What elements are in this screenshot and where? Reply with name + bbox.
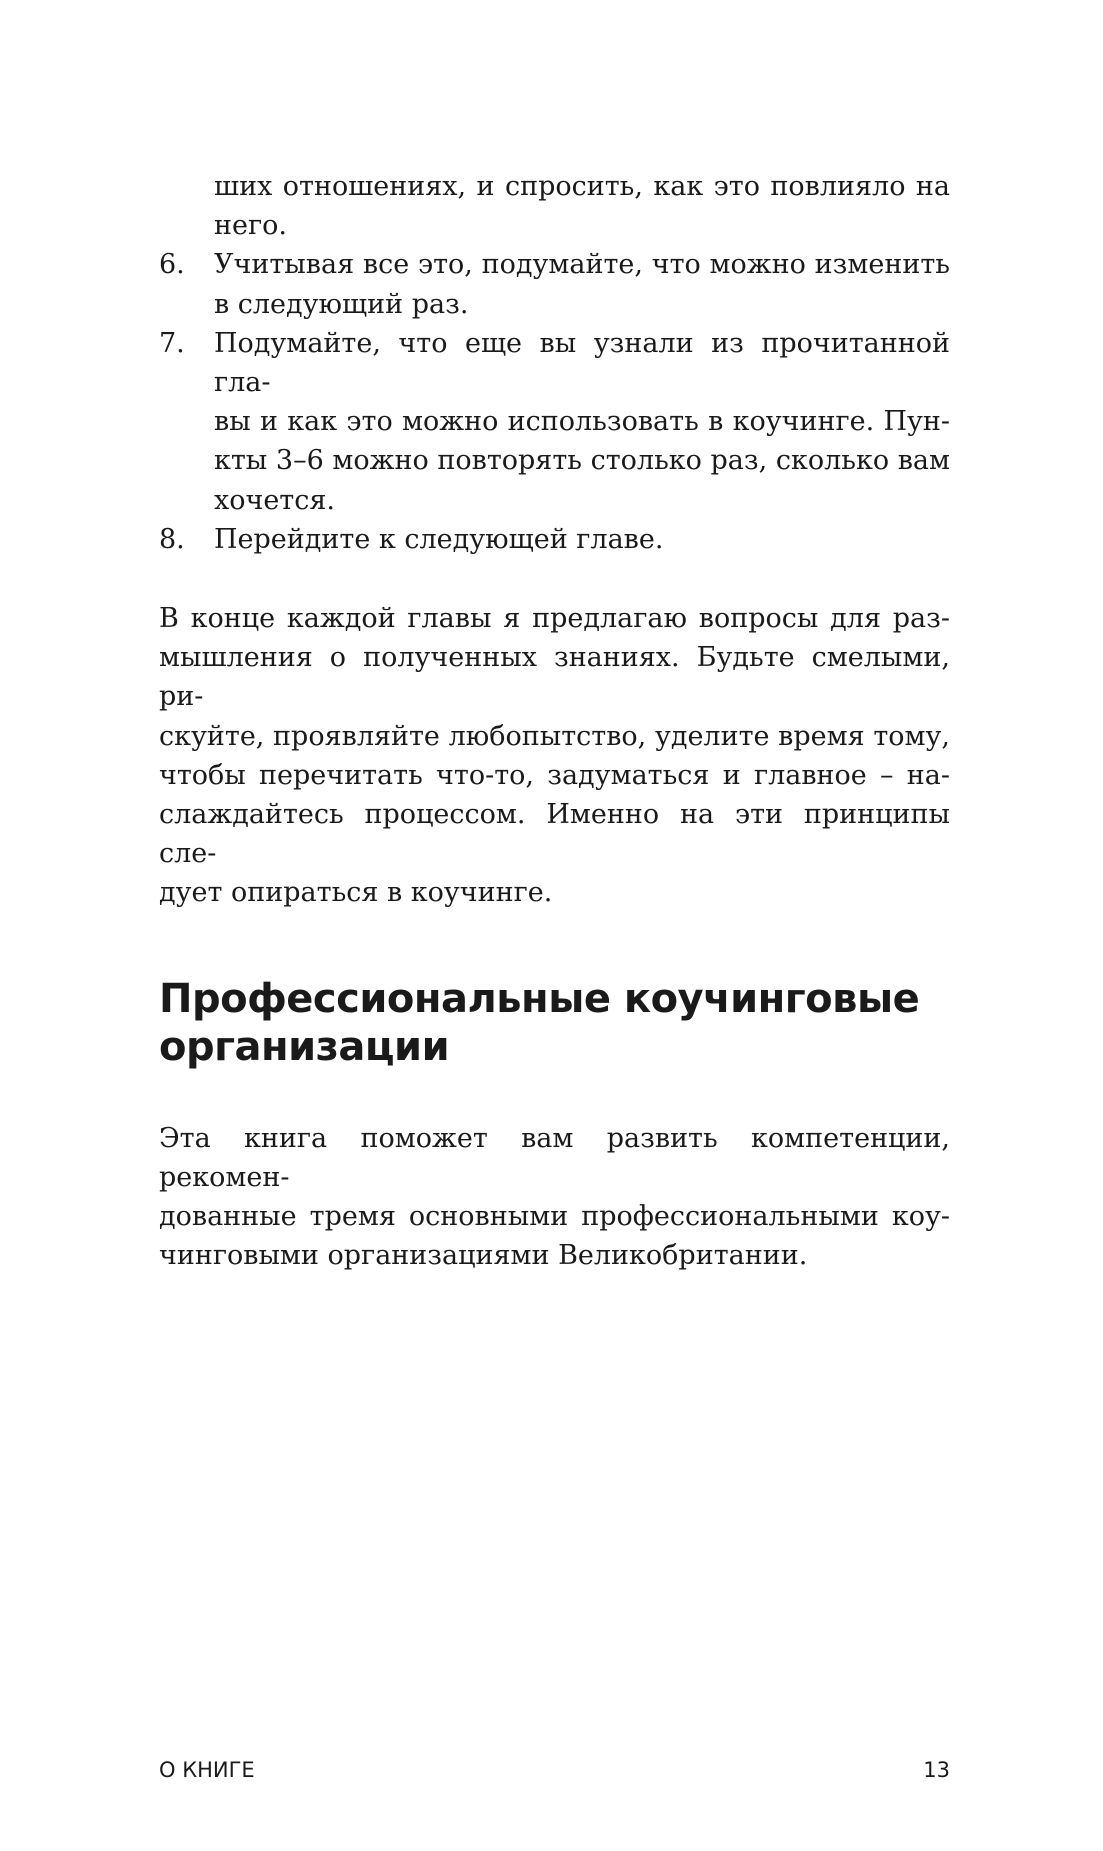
body-paragraph — [159, 599, 950, 913]
body-paragraph — [159, 1119, 950, 1276]
text-line: дует опираться в коучинге. — [159, 877, 553, 909]
text-line: Учитывая все это, подумайте, что можно изменить — [214, 249, 950, 281]
text-line: слаждайтесь процессом. Именно на эти принципы сле- — [159, 799, 950, 870]
running-title: О КНИГЕ — [159, 1758, 255, 1782]
list-item-number: 8. — [159, 523, 185, 555]
text-line: чинговыми организациями Великобритании. — [159, 1240, 808, 1272]
list-item-number: 6. — [159, 249, 185, 281]
text-line: Перейдите к следующей главе. — [214, 523, 664, 555]
text-line: чтобы перечитать что-то, задуматься и главное – на- — [159, 759, 950, 791]
text-line: В конце каждой главы я предлагаю вопросы для раз- — [159, 603, 950, 635]
text-line: в следующий раз. — [214, 288, 469, 320]
numbered-list — [159, 245, 950, 559]
list-item — [159, 245, 950, 323]
text-line: скуйте, проявляйте любопытство, уделите время тому, — [159, 720, 950, 752]
text-line: мышления о полученных знаниях. Будьте смелыми, ри- — [159, 642, 950, 713]
list-item — [159, 324, 950, 520]
heading-line: организации — [159, 1023, 450, 1070]
section-heading — [159, 975, 950, 1071]
text-line: него. — [214, 210, 287, 242]
text-line: дованные тремя основными профессиональными коу- — [159, 1201, 950, 1233]
text-line: вы и как это можно использовать в коучинге. Пун- — [214, 406, 950, 438]
heading-line: Профессиональные коучинговые — [159, 975, 920, 1022]
text-line: ших отношениях, и спросить, как это повлияло на — [214, 171, 950, 202]
text-line: Подумайте, что еще вы узнали из прочитанной гла- — [214, 327, 950, 399]
page-number: 13 — [923, 1758, 950, 1782]
list-item-continuation — [159, 167, 950, 245]
text-line: Эта книга поможет вам развить компетенции, рекомен- — [159, 1122, 950, 1193]
text-line: хочется. — [214, 484, 335, 516]
text-line: кты 3–6 можно повторять столько раз, сколько вам — [214, 445, 950, 477]
list-item-number: 7. — [159, 327, 185, 359]
page-body — [159, 167, 950, 1275]
list-item — [159, 520, 950, 559]
